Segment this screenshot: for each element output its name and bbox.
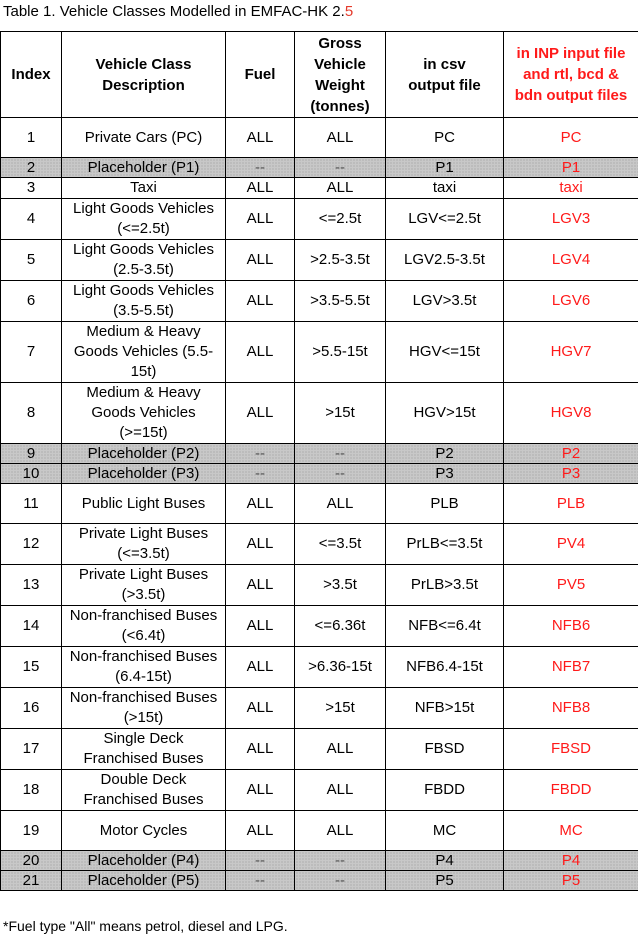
cell-inp: PV4 <box>504 524 638 565</box>
table-row <box>1 118 638 158</box>
cell-weight: ALL <box>295 178 386 199</box>
header-description: Vehicle Class Description <box>62 32 226 118</box>
cell-description: Motor Cycles <box>62 811 226 851</box>
cell-inp: PC <box>504 118 638 158</box>
header-index: Index <box>1 32 62 118</box>
cell-weight: -- <box>295 464 386 484</box>
cell-fuel: ALL <box>226 383 295 444</box>
cell-inp: NFB8 <box>504 688 638 729</box>
cell-csv: PrLB<=3.5t <box>386 524 504 565</box>
cell-index: 15 <box>1 647 62 688</box>
cell-weight: <=2.5t <box>295 199 386 240</box>
cell-description: Non-franchised Buses (>15t) <box>62 688 226 729</box>
cell-csv: NFB<=6.4t <box>386 606 504 647</box>
table-row <box>1 178 638 199</box>
cell-description: Private Light Buses (>3.5t) <box>62 565 226 606</box>
table-row <box>1 811 638 851</box>
table-row <box>1 281 638 322</box>
table-row <box>1 770 638 811</box>
cell-weight: ALL <box>295 118 386 158</box>
cell-index: 5 <box>1 240 62 281</box>
cell-fuel: ALL <box>226 118 295 158</box>
cell-description: Placeholder (P2) <box>62 444 226 464</box>
cell-description: Medium & Heavy Goods Vehicles (5.5-15t) <box>62 322 226 383</box>
cell-description: Placeholder (P4) <box>62 851 226 871</box>
cell-csv: PC <box>386 118 504 158</box>
table-row <box>1 688 638 729</box>
cell-weight: >6.36-15t <box>295 647 386 688</box>
table-row <box>1 647 638 688</box>
cell-weight: >15t <box>295 688 386 729</box>
cell-index: 16 <box>1 688 62 729</box>
cell-csv: MC <box>386 811 504 851</box>
cell-fuel: -- <box>226 444 295 464</box>
cell-inp: PV5 <box>504 565 638 606</box>
cell-description: Double Deck Franchised Buses <box>62 770 226 811</box>
cell-index: 13 <box>1 565 62 606</box>
cell-fuel: ALL <box>226 178 295 199</box>
cell-csv: LGV2.5-3.5t <box>386 240 504 281</box>
table-row <box>1 444 638 464</box>
cell-index: 9 <box>1 444 62 464</box>
cell-inp: P3 <box>504 464 638 484</box>
cell-csv: FBSD <box>386 729 504 770</box>
cell-fuel: -- <box>226 871 295 891</box>
cell-weight: ALL <box>295 770 386 811</box>
table-row <box>1 199 638 240</box>
cell-inp: P2 <box>504 444 638 464</box>
cell-inp: HGV7 <box>504 322 638 383</box>
cell-weight: ALL <box>295 484 386 524</box>
cell-csv: HGV<=15t <box>386 322 504 383</box>
cell-weight: ALL <box>295 729 386 770</box>
table-row <box>1 606 638 647</box>
cell-fuel: -- <box>226 158 295 178</box>
cell-index: 7 <box>1 322 62 383</box>
cell-description: Light Goods Vehicles (2.5-3.5t) <box>62 240 226 281</box>
cell-csv: P4 <box>386 851 504 871</box>
table-row <box>1 851 638 871</box>
cell-index: 1 <box>1 118 62 158</box>
cell-inp: FBDD <box>504 770 638 811</box>
cell-description: Non-franchised Buses (<6.4t) <box>62 606 226 647</box>
cell-index: 14 <box>1 606 62 647</box>
header-row <box>1 32 638 118</box>
table-row <box>1 383 638 444</box>
cell-csv: P3 <box>386 464 504 484</box>
cell-inp: LGV4 <box>504 240 638 281</box>
cell-weight: <=3.5t <box>295 524 386 565</box>
cell-weight: >5.5-15t <box>295 322 386 383</box>
cell-csv: NFB>15t <box>386 688 504 729</box>
cell-index: 20 <box>1 851 62 871</box>
header-fuel: Fuel <box>226 32 295 118</box>
cell-inp: HGV8 <box>504 383 638 444</box>
cell-fuel: ALL <box>226 199 295 240</box>
cell-fuel: ALL <box>226 729 295 770</box>
caption-text: Table 1. Vehicle Classes Modelled in EMFAC-HK 2. <box>3 3 345 20</box>
cell-description: Light Goods Vehicles (3.5-5.5t) <box>62 281 226 322</box>
cell-index: 4 <box>1 199 62 240</box>
cell-fuel: ALL <box>226 565 295 606</box>
cell-weight: -- <box>295 158 386 178</box>
cell-index: 6 <box>1 281 62 322</box>
cell-fuel: ALL <box>226 322 295 383</box>
cell-description: Placeholder (P1) <box>62 158 226 178</box>
footnote: *Fuel type "All" means petrol, diesel and LPG. <box>3 918 288 934</box>
cell-inp: LGV3 <box>504 199 638 240</box>
cell-description: Placeholder (P5) <box>62 871 226 891</box>
cell-csv: taxi <box>386 178 504 199</box>
cell-weight: -- <box>295 444 386 464</box>
cell-index: 8 <box>1 383 62 444</box>
cell-index: 2 <box>1 158 62 178</box>
table-row <box>1 565 638 606</box>
cell-description: Taxi <box>62 178 226 199</box>
cell-weight: -- <box>295 851 386 871</box>
cell-csv: HGV>15t <box>386 383 504 444</box>
cell-inp: taxi <box>504 178 638 199</box>
table-row <box>1 240 638 281</box>
cell-description: Medium & Heavy Goods Vehicles (>=15t) <box>62 383 226 444</box>
cell-index: 12 <box>1 524 62 565</box>
header-csv: in csv output file <box>386 32 504 118</box>
cell-weight: <=6.36t <box>295 606 386 647</box>
cell-fuel: ALL <box>226 524 295 565</box>
cell-description: Private Light Buses (<=3.5t) <box>62 524 226 565</box>
table-caption <box>3 3 353 20</box>
cell-csv: LGV>3.5t <box>386 281 504 322</box>
cell-csv: P5 <box>386 871 504 891</box>
cell-csv: PLB <box>386 484 504 524</box>
table-row <box>1 464 638 484</box>
vehicle-classes-table <box>0 31 638 891</box>
cell-index: 18 <box>1 770 62 811</box>
cell-description: Single Deck Franchised Buses <box>62 729 226 770</box>
cell-fuel: ALL <box>226 770 295 811</box>
cell-inp: PLB <box>504 484 638 524</box>
cell-inp: P4 <box>504 851 638 871</box>
cell-inp: NFB7 <box>504 647 638 688</box>
cell-csv: FBDD <box>386 770 504 811</box>
table-row <box>1 484 638 524</box>
cell-fuel: ALL <box>226 606 295 647</box>
cell-weight: >15t <box>295 383 386 444</box>
cell-weight: >3.5t <box>295 565 386 606</box>
cell-description: Light Goods Vehicles (<=2.5t) <box>62 199 226 240</box>
cell-description: Non-franchised Buses (6.4-15t) <box>62 647 226 688</box>
cell-index: 21 <box>1 871 62 891</box>
table-row <box>1 158 638 178</box>
caption-version-suffix: 5 <box>344 3 354 20</box>
cell-csv: LGV<=2.5t <box>386 199 504 240</box>
table-row <box>1 322 638 383</box>
cell-index: 3 <box>1 178 62 199</box>
table-row <box>1 729 638 770</box>
header-weight: Gross Vehicle Weight (tonnes) <box>295 32 386 118</box>
table-row <box>1 524 638 565</box>
cell-fuel: -- <box>226 464 295 484</box>
cell-weight: >3.5-5.5t <box>295 281 386 322</box>
cell-fuel: ALL <box>226 240 295 281</box>
cell-fuel: ALL <box>226 281 295 322</box>
header-inp: in INP input file and rtl, bcd & bdn output files <box>504 32 638 118</box>
cell-description: Public Light Buses <box>62 484 226 524</box>
table-body <box>1 118 638 891</box>
cell-inp: MC <box>504 811 638 851</box>
cell-weight: >2.5-3.5t <box>295 240 386 281</box>
cell-csv: P2 <box>386 444 504 464</box>
cell-inp: P1 <box>504 158 638 178</box>
cell-inp: LGV6 <box>504 281 638 322</box>
cell-description: Placeholder (P3) <box>62 464 226 484</box>
cell-index: 19 <box>1 811 62 851</box>
cell-csv: PrLB>3.5t <box>386 565 504 606</box>
cell-fuel: ALL <box>226 484 295 524</box>
cell-fuel: -- <box>226 851 295 871</box>
cell-index: 11 <box>1 484 62 524</box>
table-row <box>1 871 638 891</box>
cell-inp: P5 <box>504 871 638 891</box>
cell-inp: NFB6 <box>504 606 638 647</box>
cell-inp: FBSD <box>504 729 638 770</box>
cell-weight: -- <box>295 871 386 891</box>
cell-fuel: ALL <box>226 811 295 851</box>
cell-description: Private Cars (PC) <box>62 118 226 158</box>
cell-fuel: ALL <box>226 647 295 688</box>
cell-csv: P1 <box>386 158 504 178</box>
cell-fuel: ALL <box>226 688 295 729</box>
cell-weight: ALL <box>295 811 386 851</box>
cell-index: 10 <box>1 464 62 484</box>
cell-index: 17 <box>1 729 62 770</box>
cell-csv: NFB6.4-15t <box>386 647 504 688</box>
